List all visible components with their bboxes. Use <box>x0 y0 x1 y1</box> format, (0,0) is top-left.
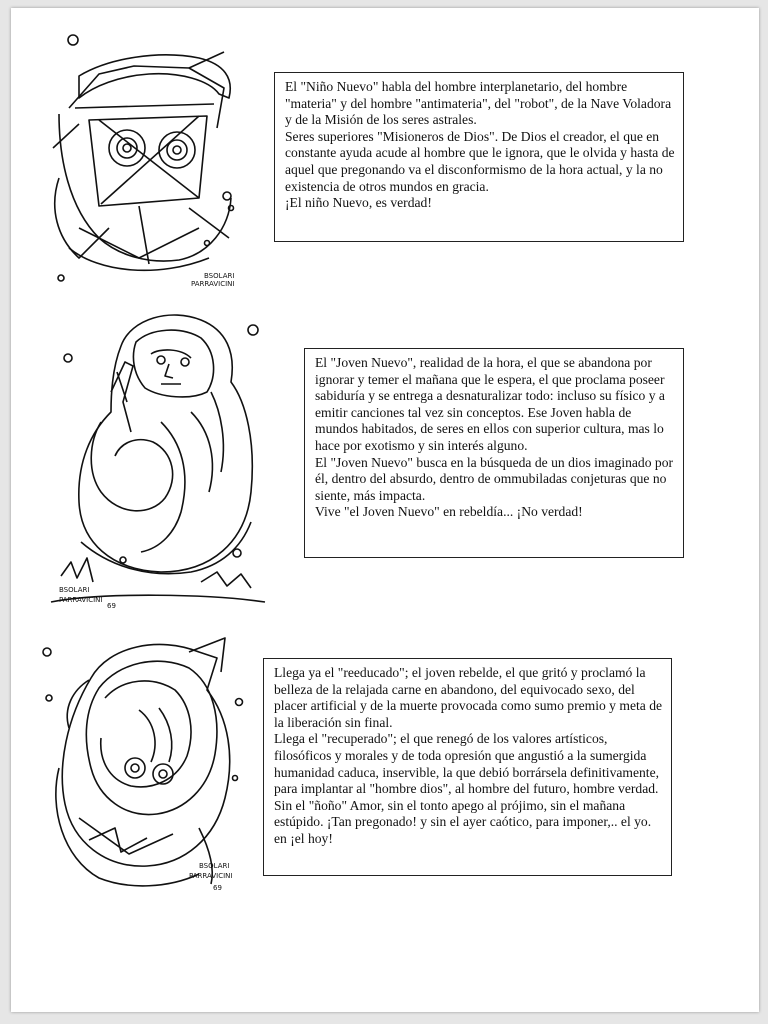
signature-text: 69 <box>107 602 116 610</box>
signature-text: BSOLARI <box>199 862 230 870</box>
signature-text: PARRAVICINI <box>189 872 233 880</box>
paragraph-joven-nuevo: El "Joven Nuevo", realidad de la hora, el que se abandona por ignorar y temer el mañana que le espera, el que proclama poseer sabiduría y se entrega a desnaturalizar todo: incluso su físico y a emitir canciones tal vez sin conceptos. Ese Joven habla de mundos habitados, de seres en ellos con superior cultura, mas lo hace por exotismo y sin interés alguno. El "Joven Nuevo" busca en la búsqueda de un dios imaginado por él, dentro del absurdo, dentro de ommubiladas conjeturas que no siente, más impacta. Vive "el Joven Nuevo" en rebeldía... ¡No verdad! <box>315 355 674 520</box>
illustration-joven-nuevo <box>41 302 271 614</box>
text-box-2 <box>304 348 684 558</box>
text-box-3 <box>263 658 672 876</box>
signature-text: BSOLARI <box>59 586 90 594</box>
illustration-nino-nuevo <box>39 28 254 290</box>
document-page <box>11 8 759 1012</box>
paragraph-nino-nuevo: El "Niño Nuevo" habla del hombre interplanetario, del hombre "materia" y del hombre "antimateria", del "robot", de la Nave Voladora y de la Misión de los seres astrales. Seres superiores "Misioneros de Dios". De Dios el creador, el que en constante ayuda acude al hombre que le ignora, que le olvida y hasta de aquel que pregonando va el disconformismo de la hora actual, y la no existencia de otros mundos en gracia. ¡El niño Nuevo, es verdad! <box>285 79 675 211</box>
signature-text: PARRAVICINI <box>59 596 103 604</box>
signature-text: BSOLARI <box>204 272 235 280</box>
paragraph-reeducado: Llega ya el "reeducado"; el joven rebelde, el que gritó y proclamó la belleza de la relajada carne en abandono, del equivocado sexo, del placer artificial y de la muerte provocada como sumo premio y meta de la liberación sin final. Llega el "recuperado"; el que renegó de los valores artísticos, filosóficos y morales y de toda opresión que angustió a la sumergida humanidad caduca, inservible, la que debió borrársela definitivamente, para implantar al "hombre dios", al hombre del futuro, hombre verdad. Sin el "ñoño" Amor, sin el tonto apego al prójimo, sin el mañana estúpido. ¡Tan pregonado! y sin el ayer caótico, para imponer,.. el yo. en ¡el hoy! <box>274 665 663 846</box>
signature-text: 69 <box>213 884 222 892</box>
illustration-reeducado <box>39 628 254 896</box>
text-box-1 <box>274 72 684 242</box>
signature-text: PARRAVICINI <box>191 280 235 288</box>
